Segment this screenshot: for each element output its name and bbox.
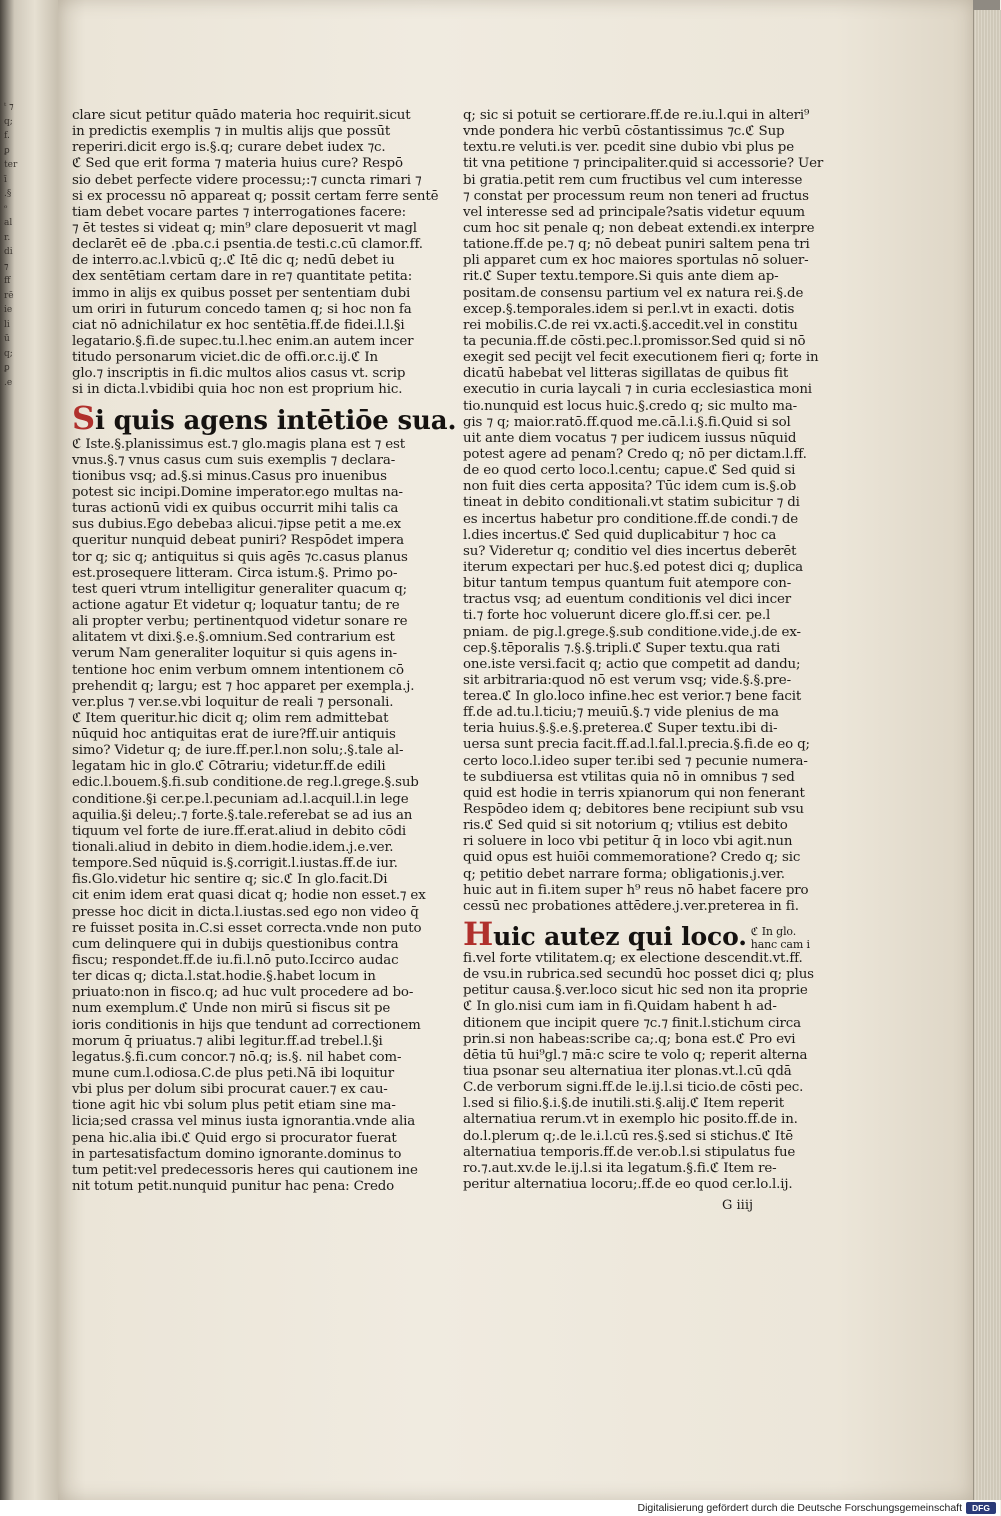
text-line: simo? Videtur q; de iure.ff.per.l.non solu;.§.tale al- [72, 743, 404, 759]
text-line: sio debet perfecte videre processu;:⁊ cuncta rimari ⁊ [72, 172, 422, 188]
text-line: exegit sed pecijt vel fecit executionem fieri q; forte in [463, 350, 819, 366]
text-line: ioris conditionis in hijs que tendunt ad correctionem [72, 1017, 421, 1033]
left-text-column [72, 108, 457, 1195]
text-line: aquilia.§i deleu;.⁊ forte.§.tale.referebat se ad ius an [72, 807, 413, 823]
text-line: tio.nunquid est locus huic.§.credo q; sic multo ma- [463, 398, 798, 414]
text-line: uersa sunt precia facit.ff.ad.l.fal.l.precia.§.fi.de eo q; [463, 737, 810, 753]
text-line: certo loco.l.ideo super ter.ibi sed ⁊ pecunie numera- [463, 753, 808, 769]
text-line: te subdiuersa est vtilitas quia nō in omnibus ⁊ sed [463, 769, 795, 785]
text-line: fi.vel forte vtilitatem.q; ex electione descendit.vt.ff. [463, 951, 803, 967]
text-line: peritur alternatiua locoru;.ff.de eo quod cer.lo.l.ij. [463, 1177, 793, 1192]
text-line: dētia tū hui⁹gl.⁊ mā:c scire te volo q; reperit alterna [463, 1047, 808, 1063]
text-line: de eo quod certo loco.l.centu; capue.ℭ Sed quid si [463, 463, 796, 479]
text-line: nūquid hoc antiquitas erat de iure?ff.uir antiquis [72, 727, 396, 743]
text-line: si in dicta.l.vbidibi quia hoc non est proprium hic. [72, 382, 403, 398]
text-line: ℭ Iste.§.planissimus est.⁊ glo.magis plana est ⁊ est [72, 436, 405, 452]
text-line: clare sicut petitur quādo materia hoc requirit.sicut [72, 108, 411, 123]
right-column-lines-after-heading [463, 951, 814, 1193]
text-line: iterum expectari per huc.§.ed potest dici q; duplica [463, 559, 803, 575]
text-line: ⁊ ēt testes si videat q; min⁹ clare deposuerit vt magl [72, 220, 417, 236]
text-line: tiquum vel forte de iure.ff.erat.aliud in debito cōdi [72, 823, 407, 839]
text-line: ta pecunia.ff.de cōsti.pec.l.promissor.Sed quid si nō [463, 333, 806, 349]
funding-credit: Digitalisierung gefördert durch die Deutsche Forschungsgemeinschaft [637, 1502, 962, 1514]
text-line: non fuit dies certa apposita? Tūc idem cum is.§.ob [463, 479, 797, 495]
text-line: dex sentētiam certam dare in re⁊ quantitate petita: [72, 269, 413, 285]
left-column-lines-after-heading [72, 436, 426, 1196]
text-line: declarēt eē de .pba.c.i psentia.de testi.c.cū clamor.ff. [72, 237, 423, 253]
text-line: ris.ℭ Sed quid si sit notorium q; vtilius est debito [463, 818, 788, 834]
text-line: vbi plus per dolum sibi procurat cauer.⁊ ex cau- [72, 1082, 388, 1098]
text-line: positam.de consensu partium vel ex natura rei.§.de [463, 285, 804, 301]
text-line: cum delinquere qui in dubijs questionibus contra [72, 936, 399, 952]
text-line: priuato:non in fisco.q; ad huc vult procedere ad bo- [72, 985, 414, 1001]
left-column-lines-before-heading [72, 108, 439, 399]
text-line: rit.ℭ Super textu.tempore.Si quis ante diem ap- [463, 269, 779, 285]
text-line: verum Nam generaliter loquitur si quis agens in- [72, 646, 398, 662]
text-line: in partesatisfactum domino ignorante.dominus to [72, 1146, 402, 1162]
text-line: bi gratia.petit rem cum fructibus vel cum interesse [463, 172, 803, 188]
text-line: ℭ Item queritur.hic dicit q; olim rem admittebat [72, 710, 389, 726]
text-line: Respōdeo idem q; debitores bene recipiunt sub vsu [463, 802, 804, 818]
digitization-footer [0, 1500, 1000, 1516]
text-line: tum petit:vel predecessoris heres qui cautionem ine [72, 1162, 418, 1178]
text-line: petitur causa.§.ver.loco sicut hic sed non ita proprie [463, 983, 808, 999]
text-line: ter dicas q; dicta.l.stat.hodie.§.habet locum in [72, 969, 376, 985]
right-section-heading [463, 915, 747, 954]
text-line: es incertus habetur pro conditione.ff.de condi.⁊ de [463, 511, 799, 527]
text-line: si ex processu nō appareat q; possit certam ferre sentē [72, 188, 439, 204]
text-line: test queri vtrum intelligitur generaliter quacum q; [72, 581, 408, 597]
text-line: ali propter verbu; pertinentquod videtur sonare re [72, 614, 408, 630]
text-line: ciat nō adnichilatur ex hoc sentētia.ff.de fidei.l.l.§i [72, 317, 405, 333]
text-line: rei mobilis.C.de rei vx.acti.§.accedit.vel in constitu [463, 317, 798, 333]
right-column-lines-before-heading [463, 108, 824, 915]
text-line: cep.§.tēporalis ⁊.§.§.tripli.ℭ Super textu.qua rati [463, 640, 781, 656]
text-line: pena hic.alia ibi.ℭ Quid ergo si procurator fuerat [72, 1130, 397, 1146]
text-line: reperiri.dicit ergo is.§.q; curare debet iudex ⁊c. [72, 140, 386, 156]
rubricated-initial: H [463, 915, 494, 954]
right-text-column [463, 108, 824, 1193]
text-line: ro.⁊.aut.xv.de le.ij.l.si ita legatum.§.fi.ℭ Item re- [463, 1160, 777, 1176]
text-line: potest agere ad penam? Credo q; nō per dictam.l.ff. [463, 446, 807, 462]
text-line: actione agatur Et videtur q; loquatur tantu; de re [72, 597, 400, 613]
text-line: l.sed si filio.§.i.§.de inutili.sti.§.alij.ℭ Item reperit [463, 1096, 784, 1112]
text-line: prehendit q; largu; est ⁊ hoc apparet per exempla.j. [72, 678, 415, 694]
text-line: tatione.ff.de pe.⁊ q; nō debeat puniri saltem pena tri [463, 237, 810, 253]
text-line: textu.re veluti.is ver. pcedit sine dubio vbi plus pe [463, 140, 795, 156]
text-line: legatus.§.fi.cum concor.⁊ nō.q; is.§. nil habet com- [72, 1049, 402, 1065]
text-line: su? Videretur q; conditio vel dies incertus deberēt [463, 543, 797, 559]
previous-page-text-fragment: ᵗ ⁊ q; f. ꝑ ter ī .§ ᵒ al r. di ⁊ ff rē ie li ū q; ꝑ .e [4, 102, 18, 388]
text-line: C.de verborum signi.ff.de le.ij.l.si ticio.de cōsti pec. [463, 1080, 804, 1096]
text-line: do.l.plerum q;.de le.i.l.cū res.§.sed si stichus.ℭ Itē [463, 1128, 793, 1144]
text-line: tractus vsq; ad euentum conditionis vel dici incer [463, 592, 791, 608]
text-line: sit arbitraria:quod nō est verum vsq; vide.§.§.pre- [463, 672, 791, 688]
text-line: huic aut in fi.item super h⁹ reus nō habet facere pro [463, 882, 809, 898]
text-line: vnus.§.⁊ vnus casus cum suis exemplis ⁊ declara- [72, 452, 396, 468]
text-line: legatario.§.fi.de supec.tu.l.hec enim.an autem incer [72, 333, 414, 349]
text-line: l.dies incertus.ℭ Sed quid duplicabitur ⁊ hoc ca [463, 527, 777, 543]
text-line: executio in curia laycali ⁊ in curia ecclesiastica moni [463, 382, 812, 398]
rubricated-initial: S [72, 398, 95, 437]
text-line: uit ante diem vocatus ⁊ per iudicem iussus nūquid [463, 430, 797, 446]
text-line: um oriri in futurum concedo tamen q; si hoc non fa [72, 301, 412, 317]
text-line: nit totum petit.nunquid punitur hac pena: Credo [72, 1179, 395, 1194]
text-line: legatam hic in glo.ℭ Cōtrariu; videtur.ff.de edili [72, 759, 386, 775]
text-line: potest sic incipi.Domine imperator.ego multas na- [72, 484, 403, 500]
text-line: presse hoc dicit in dicta.l.iustas.sed ego non video q̄ [72, 904, 419, 920]
text-line: re fuisset posita in.C.si esset correcta.vnde non puto [72, 920, 422, 936]
text-line: excep.§.temporales.idem si per.l.vt in exacti. dotis [463, 301, 795, 317]
text-line: gis ⁊ q; maior.ratō.ff.quod me.cā.l.i.§.fi.Quid si sol [463, 414, 791, 430]
text-line: ⁊ constat per processum reum non teneri ad fructus [463, 188, 809, 204]
text-line: fiscu; respondet.ff.de iu.fi.l.nō puto.Iccirco audac [72, 953, 399, 969]
text-line: num exemplum.ℭ Unde non mirū si fiscus sit pe [72, 1001, 391, 1017]
text-line: alitatem vt dixi.§.e.§.omnium.Sed contrarium est [72, 630, 395, 646]
heading-sidenote [751, 926, 810, 951]
text-line: tit vna petitione ⁊ principaliter.quid si accessorie? Uer [463, 156, 824, 172]
text-line: vnde pondera hic verbū cōstantissimus ⁊c.ℭ Sup [463, 124, 785, 140]
text-line: ℭ In glo.nisi cum iam in fi.Quidam habent h ad- [463, 999, 777, 1015]
text-line: tentione hoc enim verbum omnem intentionem cō [72, 662, 404, 678]
text-line: terea.ℭ In glo.loco infine.hec est verior.⁊ bene facit [463, 689, 802, 705]
previous-page-edge [0, 0, 58, 1500]
text-line: bitur tantum tempus quantum fuit atempore con- [463, 576, 792, 592]
heading-text: uic autez qui loco. [493, 922, 747, 952]
text-line: turas actionū vidi ex quibus occurrit mihi talis ca [72, 501, 399, 517]
text-line: de interro.ac.l.vbicū q;.ℭ Itē dic q; nedū debet iu [72, 253, 395, 269]
text-line: glo.⁊ inscriptis in fi.dic multos alios casus vt. scrip [72, 366, 406, 382]
text-line: sus dubius.Ego debebaз alicui.⁊ipse petit a me.ex [72, 517, 402, 533]
text-line: ver.plus ⁊ ver.se.vbi loquitur de reali ⁊ personali. [72, 694, 394, 710]
signature-mark: G iiij [722, 1198, 754, 1213]
text-line: est.prosequere litteram. Circa istum.§. Primo po- [72, 565, 398, 581]
text-line: tione agit hic vbi solum plus petit etiam sine ma- [72, 1098, 396, 1114]
text-line: ℭ Sed que erit forma ⁊ materia huius cure? Respō [72, 156, 403, 172]
text-line: de vsu.in rubrica.sed secundū hoc posset dici q; plus [463, 967, 814, 983]
text-line: vel interesse sed ad principale?satis videtur equum [463, 204, 805, 220]
page-fore-edge [973, 10, 1001, 1500]
text-line: one.iste versi.facit q; actio que competit ad dandu; [463, 656, 801, 672]
text-line: licia;sed crassa vel minus iusta ignorantia.vnde alia [72, 1114, 416, 1130]
text-line: ff.de ad.tu.l.ticiu;⁊ meuiū.§.⁊ vide plenius de ma [463, 705, 779, 721]
text-line: pniam. de pig.l.grege.§.sub conditione.vide.j.de ex- [463, 624, 801, 640]
text-line: ti.⁊ forte hoc voluerunt dicere glo.ff.si cer. pe.l [463, 608, 771, 624]
text-line: quid est hodie in terris xpianorum qui non fenerant [463, 785, 805, 801]
text-line: teria huius.§.§.e.§.preterea.ℭ Super textu.ibi di- [463, 721, 778, 737]
text-line: cum hoc sit penale q; non debeat extendi.ex interpre [463, 220, 815, 236]
text-line: tiam debet vocare partes ⁊ interrogationes facere: [72, 204, 406, 220]
text-line: titudo personarum viciet.dic de offi.or.c.ij.ℭ In [72, 350, 378, 366]
text-line: in predictis exemplis ⁊ in multis alijs que possūt [72, 124, 391, 140]
sidenote-line: ℭ In glo. [750, 925, 797, 939]
text-line: edic.l.bouem.§.fi.sub conditione.de reg.l.grege.§.sub [72, 775, 419, 791]
text-line: q; sic si potuit se certiorare.ff.de re.iu.l.qui in alteri⁹ [463, 108, 810, 123]
text-line: cit enim idem erat quasi dicat q; hodie non esset.⁊ ex [72, 888, 426, 904]
text-line: fis.Glo.videtur hic sentire q; sic.ℭ In glo.facit.Di [72, 872, 388, 888]
text-line: tempore.Sed nūquid is.§.corrigit.l.iustas.ff.de iur. [72, 856, 398, 872]
text-line: tiua psonar seu alternatiua iter plonas.vt.l.cū qdā [463, 1064, 792, 1080]
text-line: tionibus vsq; ad.§.si minus.Casus pro inuenibus [72, 468, 387, 484]
text-line: mune cum.l.odiosa.C.de plus peti.Nā ibi loquitur [72, 1066, 395, 1082]
heading-text: i quis agens intētiōe sua. [94, 405, 457, 436]
right-section-heading-row [463, 915, 810, 954]
text-line: quid opus est huiōi commemoratione? Credo q; sic [463, 850, 801, 866]
text-line: dicatū habebat vel litteras sigillatas de quibus fit [463, 366, 789, 382]
text-line: alternatiua rerum.vt in exemplo hic posito.ff.de in. [463, 1112, 798, 1128]
dfg-logo: DFG [966, 1502, 996, 1514]
text-line: queritur nunquid debeat puniri? Respōdet impera [72, 533, 404, 549]
sidenote-line: hanc cam i [750, 937, 810, 951]
text-line: tionali.aliud in debito in diem.hodie.idem.j.e.ver. [72, 840, 394, 856]
text-line: ditionem que incipit quere ⁊c.⁊ finit.l.stichum circa [463, 1015, 801, 1031]
text-line: q; petitio debet narrare forma; obligationis.j.ver. [463, 866, 785, 882]
text-line: immo in alijs ex quibus posset per sententiam dubi [72, 285, 411, 301]
text-line: pli apparet cum ex hoc maiores sportulas nō soluer- [463, 253, 809, 269]
text-line: ri soluere in loco vbi petitur q̄ in loco vbi agit.nun [463, 834, 793, 850]
text-line: prin.si non habeas:scribe ca;.q; bona est.ℭ Pro evi [463, 1031, 796, 1047]
text-line: tor q; sic q; antiquitus si quis agēs ⁊c.casus planus [72, 549, 408, 565]
text-line: cessū nec probationes attēdere.j.ver.preterea in fi. [463, 898, 799, 914]
text-line: conditione.§i cer.pe.l.pecuniam ad.l.acquil.l.in lege [72, 791, 409, 807]
text-line: morum q̄ priuatus.⁊ alibi legitur.ff.ad trebel.l.§i [72, 1033, 383, 1049]
text-line: alternatiua temporis.ff.de ver.ob.l.si stipulatus fue [463, 1144, 796, 1160]
left-section-heading [72, 398, 457, 437]
text-line: tineat in debito conditionali.vt statim subicitur ⁊ di [463, 495, 800, 511]
